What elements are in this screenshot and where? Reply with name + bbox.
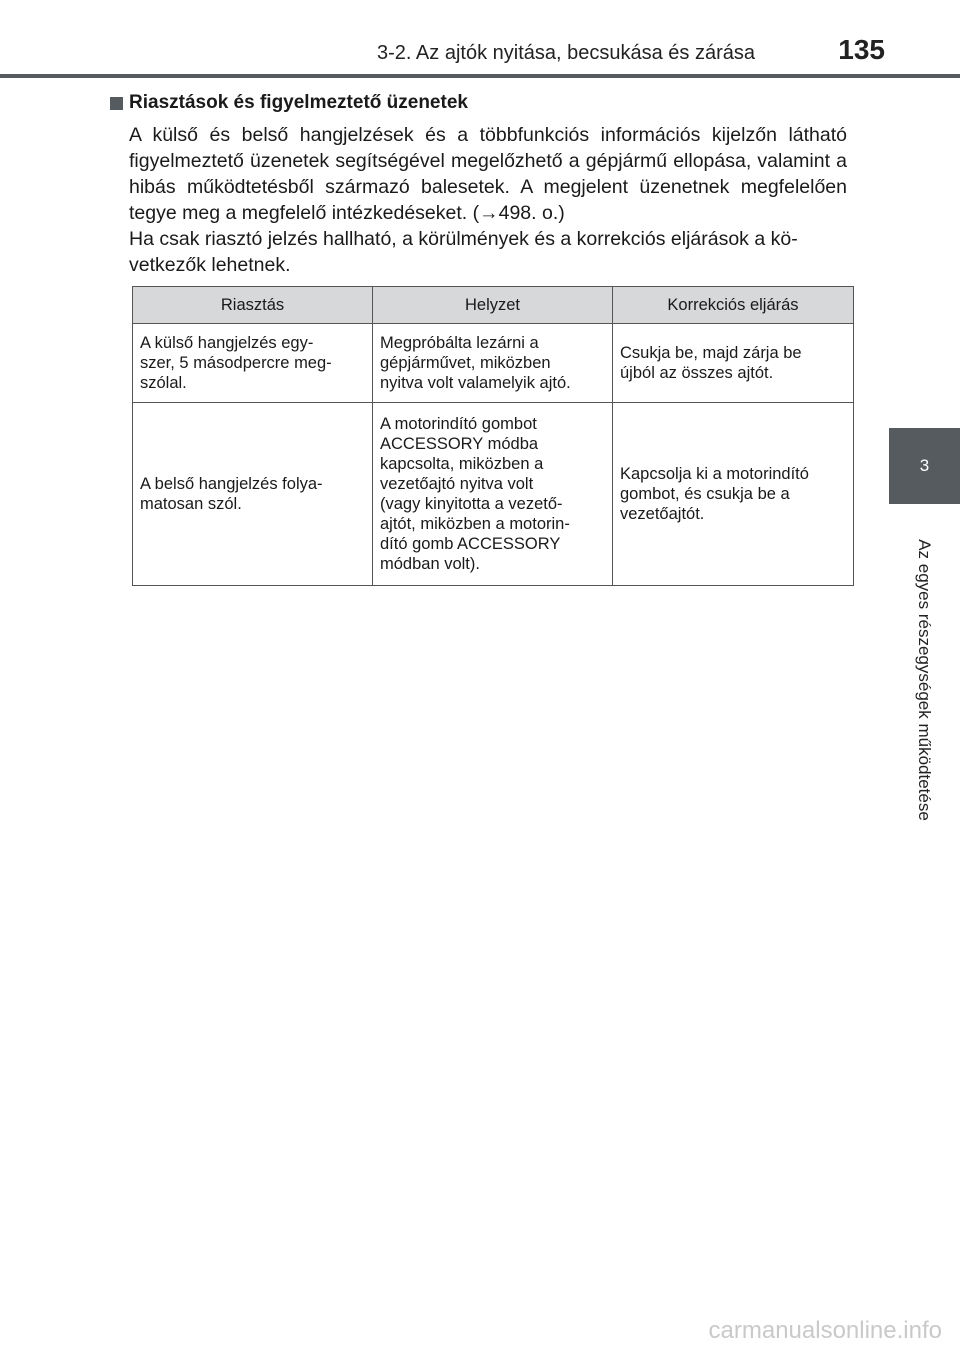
square-bullet-icon: [110, 97, 123, 110]
column-header-alarm: Riasztás: [133, 287, 373, 324]
intro-paragraph: A külső és belső hangjelzések és a többfunkciós információs kijelzőn látható figyelmeztető üzenetek segítségével megelőzhető a gépjármű ellopása, valamint a hibás működtetésből származó balesetek. A megjelent üzenetnek megfelelően tegye meg a megfelelő intézkedéseket. (→498. o.): [129, 124, 847, 224]
section-heading-text: Riasztások és figyelmeztető üzenetek: [129, 92, 468, 113]
alarm-paragraph: Ha csak riasztó jelzés hallható, a körülmények és a korrekciós eljárások a következők lehetnek.: [129, 228, 798, 276]
table-cell-alarm: A belső hangjelzés folya- matosan szól.: [133, 403, 373, 586]
header-section-title: 3-2. Az ajtók nyitása, becsukása és zárása: [377, 42, 755, 64]
section-heading: [110, 92, 468, 114]
table-cell-alarm: A külső hangjelzés egy- szer, 5 másodpercre meg- szólal.: [133, 324, 373, 403]
alarm-table: [132, 286, 854, 586]
chapter-title-vertical: Az egyes részegységek működtetése: [915, 539, 934, 821]
watermark: carmanualsonline.info: [708, 1317, 942, 1344]
table-row: [133, 403, 854, 586]
chapter-tab: 3: [889, 428, 960, 504]
column-header-correction: Korrekciós eljárás: [613, 287, 854, 324]
table-row: [133, 324, 854, 403]
table-cell-correction: Kapcsolja ki a motorindító gombot, és csukja be a vezetőajtót.: [613, 403, 854, 586]
table-header-row: [133, 287, 854, 324]
table-cell-situation: A motorindító gombot ACCESSORY módba kapcsolta, miközben a vezetőajtó nyitva volt (vagy kinyitotta a vezető- ajtót, miközben a motorin- dító gomb ACCESSORY módban volt).: [373, 403, 613, 586]
page-number: 135: [838, 34, 885, 65]
page-header: [0, 0, 960, 80]
column-header-situation: Helyzet: [373, 287, 613, 324]
header-rule: [0, 74, 960, 78]
table-cell-situation: Megpróbálta lezárni a gépjárművet, miközben nyitva volt valamelyik ajtó.: [373, 324, 613, 403]
table-cell-correction: Csukja be, majd zárja be újból az összes ajtót.: [613, 324, 854, 403]
